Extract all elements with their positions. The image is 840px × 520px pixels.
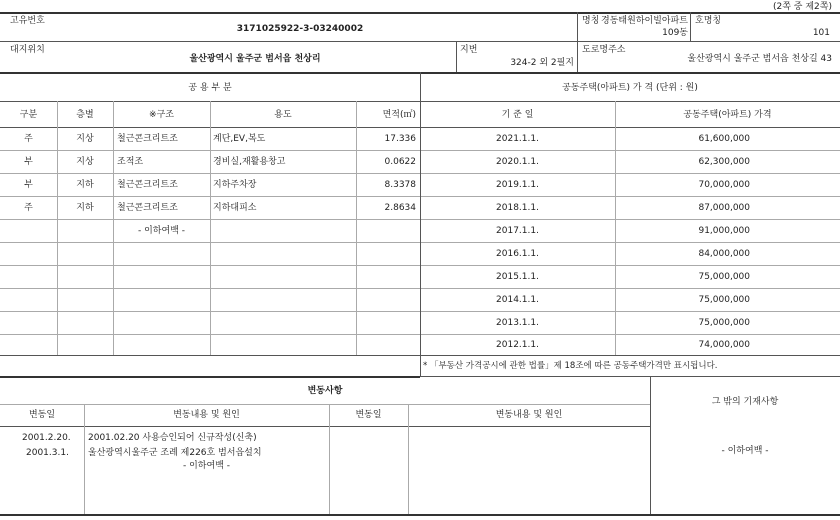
row-type: 부 — [24, 157, 33, 167]
price-value: 74,000,000 — [698, 340, 750, 350]
row-type: 부 — [24, 180, 33, 190]
changes-title: 변동사항 — [307, 386, 343, 396]
change-date: 2001.2.20. — [22, 433, 71, 443]
col-apt-price: 공동주택(아파트) 가격 — [683, 110, 772, 120]
row-type: 주 — [24, 203, 33, 213]
price-date: 2015.1.1. — [496, 272, 539, 282]
unique-no-label: 고유번호 — [10, 16, 45, 26]
price-title: 공동주택(아파트) 가 격 (단위 : 원) — [562, 83, 698, 93]
changes-content-label-2: 변동내용 및 원인 — [495, 410, 563, 420]
col-structure: ※구조 — [149, 110, 174, 120]
name-label: 명칭 — [582, 16, 600, 26]
col-area: 면적(㎡) — [382, 110, 416, 120]
price-footnote: * 「부동산 가격공시에 관한 법률」제 18조에 따른 공동주택가격만 표시됩니다. — [423, 361, 718, 371]
row-structure: 철근콘크리트조 — [117, 134, 178, 144]
other-end-note: - 이하여백 - — [721, 446, 769, 456]
price-value: 75,000,000 — [698, 272, 750, 282]
col-floor: 층별 — [76, 110, 94, 120]
row-use: 지하주차장 — [213, 180, 257, 190]
name-value: 경동태원하이빌아파트 — [601, 16, 688, 26]
row-floor: 지상 — [76, 157, 94, 167]
price-value: 61,600,000 — [698, 134, 750, 144]
row-floor: 지하 — [76, 203, 94, 213]
row-area: 17.336 — [384, 134, 416, 144]
price-value: 75,000,000 — [698, 318, 750, 328]
row-use: 지하대피소 — [213, 203, 257, 213]
unit-label: 호명칭 — [695, 16, 722, 26]
row-area: 0.0622 — [384, 157, 416, 167]
price-date: 2021.1.1. — [496, 134, 539, 144]
location-value: 울산광역시 울주군 범서읍 천상리 — [189, 54, 321, 64]
change-content: 울산광역시울주군 조례 제226호 범서읍설치 — [88, 448, 262, 458]
other-title: 그 밖의 기재사항 — [711, 397, 779, 407]
price-date: 2018.1.1. — [496, 203, 539, 213]
changes-end-note: - 이하여백 - — [183, 461, 230, 471]
price-value: 84,000,000 — [698, 249, 750, 259]
row-use: 경비실,재활용창고 — [213, 157, 286, 167]
lot-value: 324-2 외 2필지 — [510, 58, 574, 68]
changes-date-label-2: 변동일 — [355, 410, 382, 420]
row-structure: 철근콘크리트조 — [117, 203, 178, 213]
price-value: 70,000,000 — [698, 180, 750, 190]
row-structure: 철근콘크리트조 — [117, 180, 178, 190]
col-base-date: 기 준 일 — [501, 110, 534, 120]
price-date: 2014.1.1. — [496, 295, 539, 305]
price-date: 2017.1.1. — [496, 226, 539, 236]
row-use: 계단,EV,복도 — [213, 134, 266, 144]
price-value: 87,000,000 — [698, 203, 750, 213]
road-label: 도로명주소 — [582, 45, 626, 55]
row-floor: 지상 — [76, 134, 94, 144]
change-content: 2001.02.20 사용승인되어 신규작성(신축) — [88, 433, 257, 443]
unique-no-value: 3171025922-3-03240002 — [236, 24, 364, 34]
change-date: 2001.3.1. — [26, 448, 69, 458]
road-value: 울산광역시 울주군 범서읍 천상길 43 — [687, 54, 832, 64]
col-type: 구분 — [19, 110, 38, 120]
row-type: 주 — [24, 134, 33, 144]
row-structure: 조적조 — [117, 157, 144, 167]
row-floor: 지하 — [76, 180, 94, 190]
building-no-value: 109동 — [662, 28, 688, 38]
col-use: 용도 — [274, 110, 292, 120]
changes-content-label: 변동내용 및 원인 — [173, 410, 240, 420]
price-date: 2013.1.1. — [496, 318, 539, 328]
price-date: 2020.1.1. — [496, 157, 539, 167]
row-area: 8.3378 — [384, 180, 416, 190]
price-value: 75,000,000 — [698, 295, 750, 305]
location-label: 대지위치 — [10, 45, 45, 55]
price-date: 2012.1.1. — [496, 340, 539, 350]
unit-value: 101 — [812, 28, 830, 38]
common-end-note: - 이하여백 - — [138, 226, 185, 236]
price-value: 91,000,000 — [698, 226, 750, 236]
common-title: 공 용 부 분 — [188, 83, 232, 93]
page-indicator: (2쪽 중 제2쪽) — [773, 2, 832, 12]
price-date: 2016.1.1. — [496, 249, 539, 259]
lot-label: 지번 — [460, 45, 478, 55]
price-date: 2019.1.1. — [496, 180, 539, 190]
row-area: 2.8634 — [384, 203, 416, 213]
changes-date-label: 변동일 — [28, 410, 56, 420]
price-value: 62,300,000 — [698, 157, 750, 167]
